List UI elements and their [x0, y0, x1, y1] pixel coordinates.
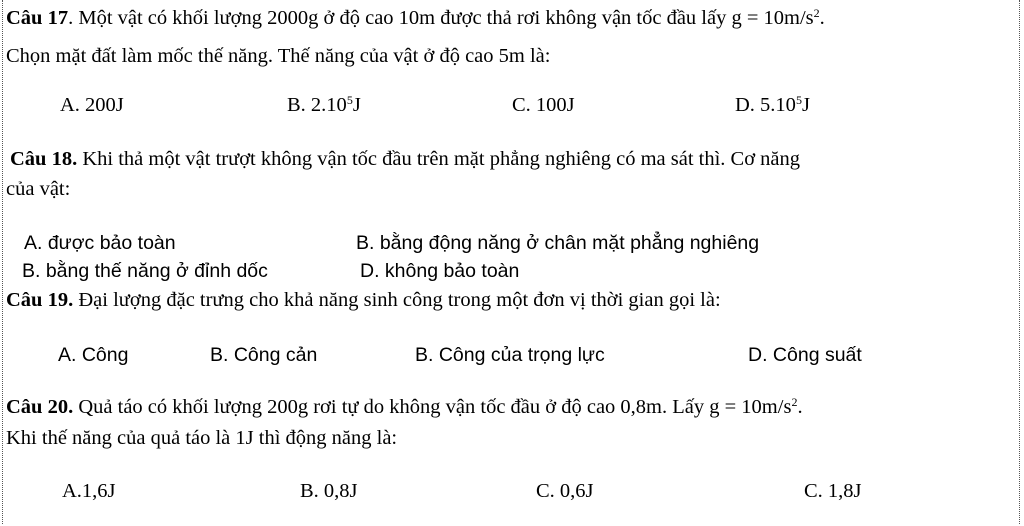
q17-option-c: C. 100J — [512, 94, 575, 116]
question-18-label: Câu 18. — [10, 148, 78, 170]
q17-option-d-unit: J — [801, 94, 810, 116]
question-17-tail: . — [819, 7, 825, 29]
q18-option-a: A. được bảo toàn — [24, 232, 176, 254]
question-17-line-1 — [6, 6, 825, 30]
question-19-label: Câu 19. — [6, 289, 74, 311]
q17-option-d-base: D. 5.10 — [735, 94, 796, 116]
q17-option-a: A. 200J — [60, 94, 124, 116]
question-18-line-1 — [10, 147, 800, 171]
q19-option-c: B. Công của trọng lực — [415, 344, 605, 366]
question-20-exponent: 2 — [791, 395, 798, 409]
q17-option-d — [735, 93, 810, 117]
question-17-text: . Một vật có khối lượng 2000g ở độ cao 10m được thả rơi không vận tốc đầu lấy g = 10m/s — [68, 7, 814, 29]
q20-option-a: A.1,6J — [62, 480, 116, 502]
question-20-label: Câu 20. — [6, 396, 74, 418]
question-17-line-2: Chọn mặt đất làm mốc thế năng. Thế năng của vật ở độ cao 5m là: — [6, 45, 551, 67]
question-17-exponent: 2 — [813, 6, 820, 20]
q19-option-a: A. Công — [58, 344, 129, 366]
q20-option-c: C. 0,6J — [536, 480, 594, 502]
q18-option-d: D. không bảo toàn — [360, 260, 520, 282]
q20-option-d: C. 1,8J — [804, 480, 862, 502]
q17-option-b — [287, 93, 361, 117]
question-20-text: Quả táo có khối lượng 200g rơi tự do không vận tốc đầu ở độ cao 0,8m. Lấy g = 10m/s — [73, 396, 792, 418]
question-18-text: Khi thả một vật trượt không vận tốc đầu trên mặt phẳng nghiêng có ma sát thì. Cơ năng — [77, 148, 801, 170]
question-19-line-1 — [6, 288, 721, 312]
question-17-label: Câu 17 — [6, 7, 69, 29]
q18-option-c: B. bằng thế năng ở đỉnh dốc — [22, 260, 268, 282]
q19-option-b: B. Công cản — [210, 344, 318, 366]
question-19-text: Đại lượng đặc trưng cho khả năng sinh công trong một đơn vị thời gian gọi là: — [73, 289, 721, 311]
q17-option-d-exp: 5 — [795, 93, 802, 107]
question-20-tail: . — [797, 396, 803, 418]
q17-option-b-exp: 5 — [346, 93, 353, 107]
q18-option-b: B. bằng động năng ở chân mặt phẳng nghiêng — [356, 232, 760, 254]
q19-option-d: D. Công suất — [748, 344, 862, 366]
question-18-line-2: của vật: — [6, 178, 71, 200]
q17-option-b-base: B. 2.10 — [287, 94, 347, 116]
question-20-line-2: Khi thế năng của quả táo là 1J thì động năng là: — [6, 427, 398, 449]
q20-option-b: B. 0,8J — [300, 480, 358, 502]
q17-option-b-unit: J — [352, 94, 361, 116]
question-20-line-1 — [6, 395, 803, 419]
